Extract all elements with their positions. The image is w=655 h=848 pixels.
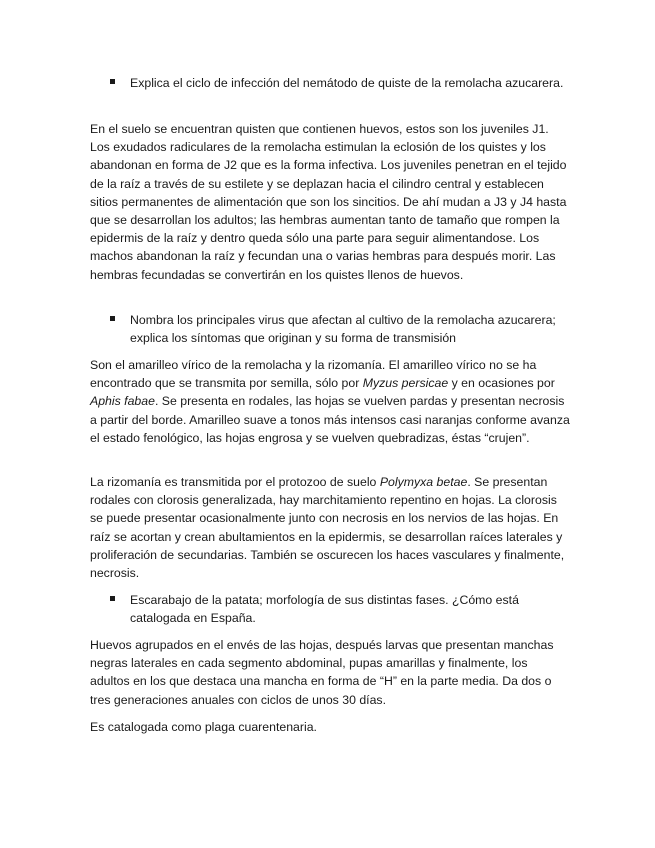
- answer-2-text-3: . Se presenta en rodales, las hojas se vuelven pardas y presentan necrosis a partir del borde. Amarilleo suave a tonos más intensos casi naranjas conforme avanza el estado fenológico, las hojas engrosa y se vuelven quebradizas, éstas “crujen”.: [90, 394, 570, 445]
- question-1-text: Explica el ciclo de infección del nemátodo de quiste de la remolacha azucarera.: [130, 76, 564, 90]
- answer-5-paragraph: Es catalogada como plaga cuarentenaria.: [90, 720, 317, 734]
- answer-2-text-2: y en ocasiones por: [448, 376, 555, 391]
- answer-1-paragraph: En el suelo se encuentran quisten que contienen huevos, estos son los juveniles J1. Los exudados radiculares de la remolacha estimulan la eclosión de los quistes y los abandonan en forma de J2 que es la forma infectiva. Los juveniles penetran en el tejido de la raíz a través de su estilete y se deplazan hacia el cilindro central y establecen sitios permanentes de alimentación que son los sincitios. De ahí mudan a J3 y J4 hasta que se desarrollan los adultos; las hembras aumentan tanto de tamaño que rompen la epidermis de la raíz y dentro queda sólo una parte para seguir alimentandose. Los machos abandonan la raíz y fecundan una o varias hembras para después morir. Las hembras fecundadas se convertirán en los quistes llenos de huevos.: [90, 122, 567, 282]
- answer-4-paragraph: Huevos agrupados en el envés de las hojas, después larvas que presentan manchas negras laterales en cada segmento abdominal, pupas amarillas y finalmente, los adultos en los que destaca una mancha en forma de “H” en la parte media. Da dos o tres generaciones anuales con ciclos de unos 30 días.: [90, 638, 554, 707]
- question-2-text: Nombra los principales virus que afectan al cultivo de la remolacha azucarera; explica los síntomas que originan y su forma de transmisión: [130, 313, 556, 346]
- question-3-text: Escarabajo de la patata; morfología de sus distintas fases. ¿Cómo está catalogada en España.: [130, 593, 519, 626]
- answer-3-text-1: La rizomanía es transmitida por el protozoo de suelo: [90, 475, 380, 489]
- answer-3-text-2: . Se presentan rodales con clorosis generalizada, hay marchitamiento repentino en hojas. La clorosis se puede presentar ocasionalmente junto con necrosis en los nervios de las hojas. En raíz se acortan y crean abultamientos en la epidermis, se desarrollan raíces laterales y proliferación de secundarias. También se oscurecen los haces vasculares y finalmente, necrosis.: [90, 475, 565, 581]
- species-name-aphis: Aphis fabae: [90, 394, 155, 409]
- bullet-marker: [110, 316, 115, 321]
- answer-2-paragraph: [90, 356, 570, 447]
- question-3: [110, 591, 565, 627]
- bullet-marker: [110, 79, 115, 84]
- answer-3-paragraph: [90, 473, 570, 582]
- species-name-polymyxa: Polymyxa betae: [379, 475, 468, 489]
- answer-2-text-1: Son el amarilleo vírico de la remolacha y la rizomanía. El amarilleo vírico no se ha encontrado que se transmita por semilla, sólo por: [90, 358, 537, 391]
- question-2: [110, 311, 565, 347]
- bullet-marker: [110, 596, 115, 601]
- species-name-myzus: Myzus persicae: [362, 376, 449, 391]
- question-1: [110, 74, 565, 92]
